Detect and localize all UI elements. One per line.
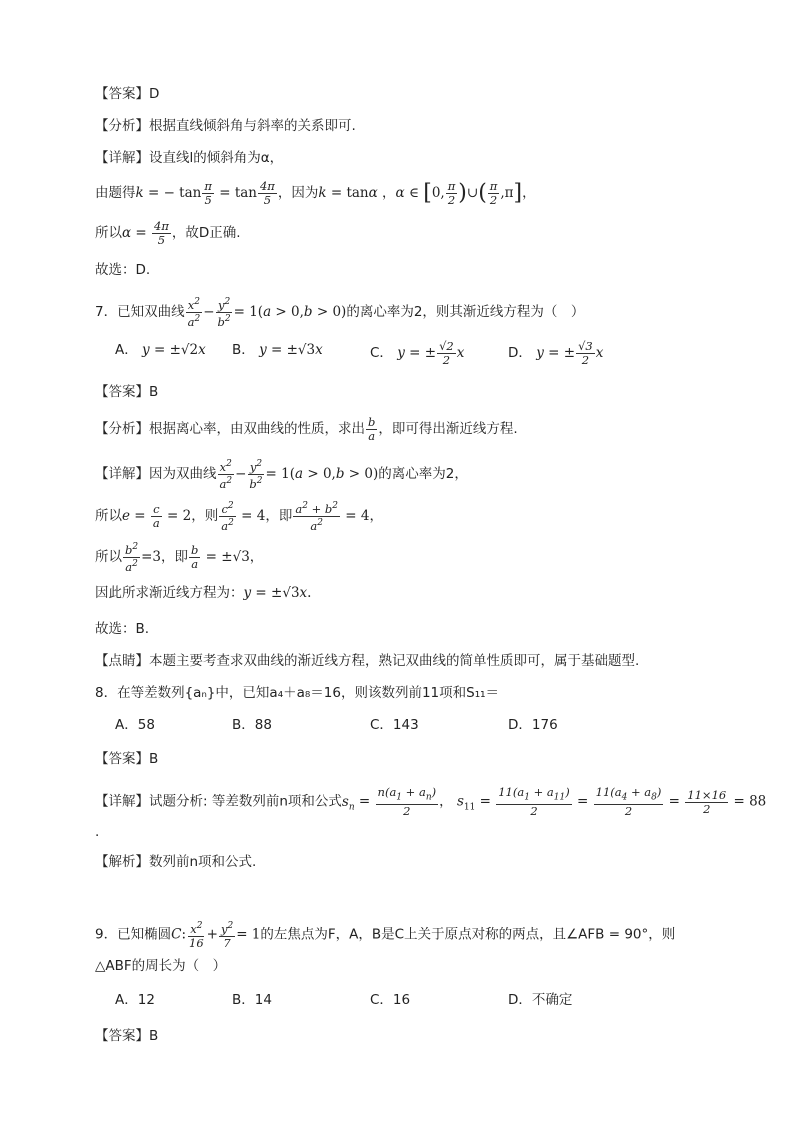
q7-detail-1-suffix: 的离心率为2，	[378, 465, 468, 482]
q6-detail-2-mid: ，因为	[277, 185, 319, 201]
q8-detail: 【详解】试题分析: 等差数列前n项和公式$s_n$ = $\frac{n(a_1 + a_n)}{2}$ ， $s_{11}$ = $\frac{11(a_1 + a_{11})}{2}$ = $\frac{11(a_4 + a_8)}{2}$ = $\frac{11\times 16}{2}$ = 88	[95, 785, 767, 819]
q6-answer: 【答案】D	[95, 86, 160, 102]
q7-comment: 【点睛】本题主要考查求双曲线的渐近线方程，熟记双曲线的简单性质即可，属于基础题型.	[95, 653, 640, 669]
q7-answer: 【答案】B	[95, 384, 159, 400]
q6-detail-2: 由题得k = − tan $\frac{\pi}{5}$ = tan $\frac{4\pi}{5}$ ，因为k = tanα ，α ∈ [0, $\frac{\pi}{2}$ )∪( $\frac{\pi}{2}$ ,π]，	[95, 179, 536, 207]
q8-answer: 【答案】B	[95, 751, 159, 767]
q7-conclusion: 故选：B.	[95, 621, 150, 637]
q8-option-a[interactable]: A．58	[115, 717, 155, 733]
q6-detail-3-suffix: ，故D正确.	[171, 225, 241, 241]
q8-detail-dot: .	[95, 824, 100, 840]
q7-option-c[interactable]: C． y = ± $\frac{√2}{2}$ x	[370, 339, 465, 367]
q9-stem-line2: △ABF的周长为（ ）	[95, 958, 227, 974]
q9-option-b[interactable]: B．14	[232, 992, 272, 1008]
q7-detail-3: 所以 $\frac{b^2}{a^2}$ =3，即 $\frac{b}{a}$ = ±√3，	[95, 542, 264, 574]
q6-detail-1: 【详解】设直线l的倾斜角为α，	[95, 150, 284, 166]
q9-option-a[interactable]: A．12	[115, 992, 155, 1008]
q9-option-c[interactable]: C．16	[370, 992, 411, 1008]
q6-detail-3-prefix: 所以	[95, 225, 122, 241]
q8-parse: 【解析】数列前n项和公式.	[95, 854, 257, 870]
q7-stem: 7．已知双曲线 $\frac{x^2}{a^2}$ − $\frac{y^2}{b^2}$ = 1(a > 0,b > 0)的离心率为2，则其渐近线方程为（ ）	[95, 297, 585, 329]
q7-stem-prefix: 7．已知双曲线	[95, 303, 185, 320]
q6-detail-3: 所以α = $\frac{4\pi}{5}$ ，故D正确.	[95, 219, 241, 247]
q8-option-c[interactable]: C．143	[370, 717, 419, 733]
q9-answer: 【答案】B	[95, 1028, 159, 1044]
q6-detail-2-end: ，	[522, 185, 536, 201]
q8-stem: 8．在等差数列{aₙ}中，已知a₄＋a₈＝16，则该数列前11项和S₁₁＝	[95, 685, 500, 701]
q9-stem: 9．已知椭圆C: $\frac{x^2}{16}$ + $\frac{y^2}{7}$ = 1的左焦点为F，A，B是C上关于原点对称的两点，且∠AFB = 90°，则	[95, 921, 676, 950]
q7-detail-1-prefix: 【详解】因为双曲线	[95, 465, 217, 482]
q7-detail-1: 【详解】因为双曲线 $\frac{x^2}{a^2}$ − $\frac{y^2}{b^2}$ = 1(a > 0,b > 0)的离心率为2，	[95, 459, 468, 491]
q7-option-d[interactable]: D． y = ± $\frac{√3}{2}$ x	[508, 339, 604, 367]
q9-option-d[interactable]: D．不确定	[508, 992, 573, 1008]
q7-analysis: 【分析】根据离心率，由双曲线的性质，求出 $\frac{b}{a}$ ，即可得出渐近线方程.	[95, 415, 518, 443]
q7-analysis-suffix: ，即可得出渐近线方程.	[378, 421, 518, 437]
q8-option-b[interactable]: B．88	[232, 717, 272, 733]
q7-stem-suffix: 的离心率为2，则其渐近线方程为（ ）	[346, 303, 585, 320]
q7-detail-4: 因此所求渐近线方程为：y = ±√3x.	[95, 585, 312, 601]
q7-option-a[interactable]: A． y = ±√2x	[115, 342, 206, 358]
q8-option-d[interactable]: D．176	[508, 717, 558, 733]
q6-analysis: 【分析】根据直线倾斜角与斜率的关系即可.	[95, 118, 356, 134]
q6-conclusion: 故选：D.	[95, 262, 151, 278]
q7-detail-2: 所以e = $\frac{c}{a}$ = 2，则 $\frac{c^2}{a^2}$ = 4，即 $\frac{a^2 + b^2}{a^2}$ = 4，	[95, 501, 383, 533]
q7-analysis-prefix: 【分析】根据离心率，由双曲线的性质，求出	[95, 421, 365, 437]
q7-option-b[interactable]: B． y = ±√3x	[232, 342, 323, 358]
q6-detail-2-prefix: 由题得	[95, 185, 136, 201]
